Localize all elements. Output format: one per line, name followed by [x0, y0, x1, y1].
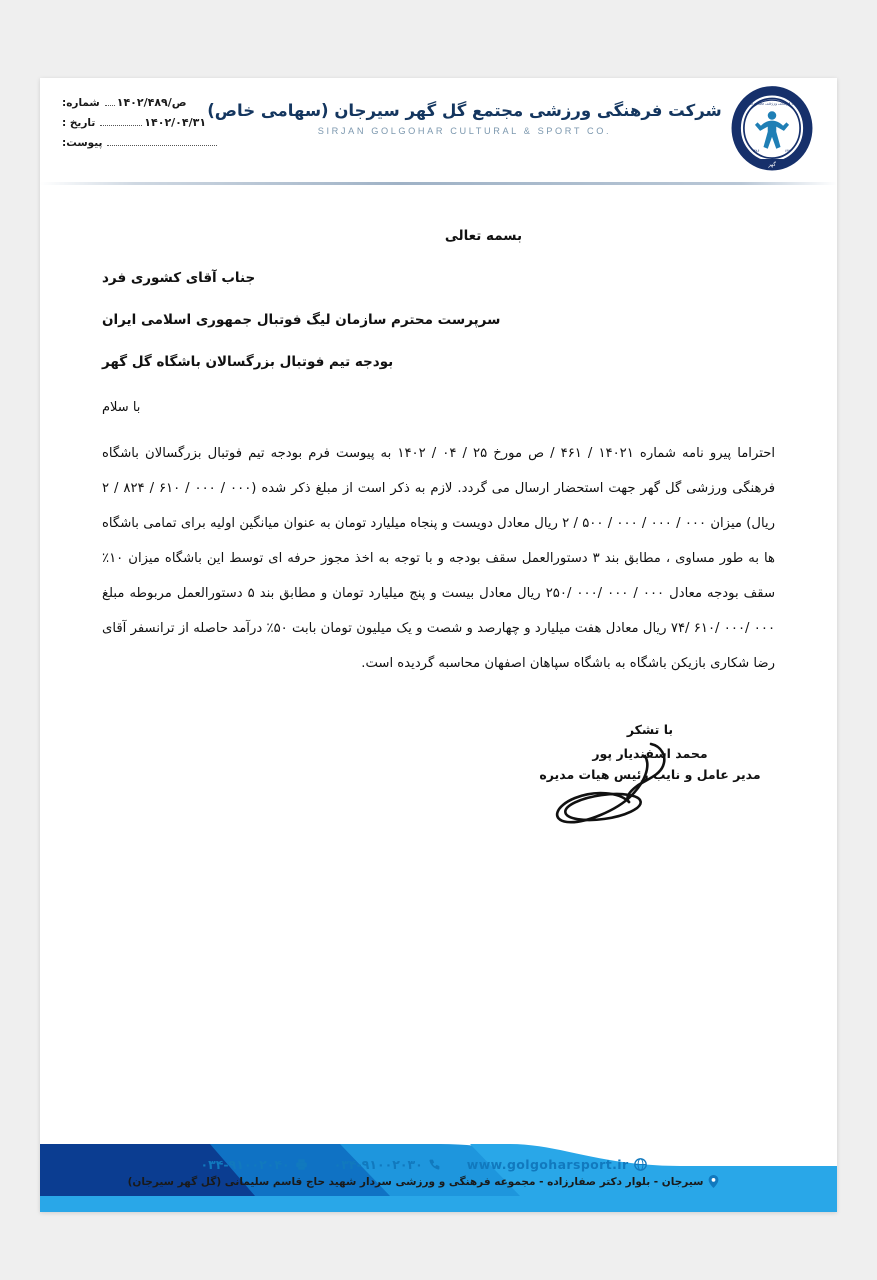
attachment-label: پیوست: [62, 137, 103, 149]
reference-number-label: شماره: [62, 97, 100, 109]
footer-phone-text: ۰۳۴-۹۱۰۰۲۰۳۰ [333, 1157, 423, 1172]
recipient-name: جناب آقای کشوری فرد [102, 270, 256, 286]
signature-block [102, 722, 775, 782]
company-name-en: SIRJAN GOLGOHAR CULTURAL & SPORT CO. [317, 126, 612, 137]
footer-address-row [40, 1175, 807, 1188]
signature-thanks: با تشکر [626, 721, 674, 737]
letter-header [40, 78, 837, 188]
svg-text:شرکت فرهنگی ورزشی مجتمع گل گهر: شرکت فرهنگی ورزشی مجتمع گل گهر [741, 101, 803, 106]
letter-body: احتراما پیرو نامه شماره ۱۴۰۲۱ / ۴۶۱ / ص مورخ ۲۵ / ۰۴ / ۱۴۰۲ به پیوست فرم بودجه تیم فوتبال بزرگسالان باشگاه فرهنگی ورزشی گل گهر جهت استحضار ارسال می گردد. لازم به ذکر است از مبلغ ذکر شده (۰۰۰ / ۰۰۰ / ۶۱۰ / ۸۲۴ / ۲ ریال) میزان ۰۰۰ / ۰۰۰ / ۰۰۰ / ۵۰۰ / ۲ ریال معادل دویست و پنجاه میلیارد تومان به عنوان میانگین اولیه برای تمامی باشگاه ها به طور مساوی ، مطابق بند ۳ دستورالعمل سقف بودجه و با توجه به اخذ مجوز حرفه ای توسط این باشگاه میزان ۱۰٪ سقف بودجه معادل ۰۰۰ / ۰۰۰ /۰۰۰ /۲۵۰ ریال معادل بیست و پنج میلیارد تومان و مطابق بند ۵ دستورالعمل مربوطه مبلغ ۰۰۰ /۰۰۰ /۶۱۰ /۷۴ ریال معادل هفت میلیارد و چهارصد و شصت و یک میلیون تومان بابت ۵۰٪ درآمد حاصله از ترانسفر آقای رضا شکاری بازیکن باشگاه به باشگاه سپاهان اصفهان محاسبه گردیده است. [102, 446, 776, 671]
greeting-text: با سلام [102, 400, 141, 415]
date-label: تاریخ : [62, 117, 96, 129]
letter-subject: بودجه تیم فوتبال بزرگسالان باشگاه گل گهر [102, 354, 394, 370]
letter-footer [40, 1126, 837, 1212]
signatory-name: محمد اسفندیار پور [592, 745, 708, 761]
svg-text:۱۳۸۶: ۱۳۸۶ [752, 149, 760, 154]
header-divider [40, 182, 837, 185]
attachment-dots [107, 136, 217, 146]
svg-text:گهر: گهر [768, 161, 776, 168]
letter-page [40, 78, 837, 1212]
signatory-title: مدیر عامل و نایب رئیس هیات مدیره [539, 766, 761, 782]
date-value: ۱۴۰۲/۰۴/۳۱ [144, 116, 207, 129]
globe-icon [634, 1158, 647, 1171]
attachment-row [62, 136, 232, 149]
footer-address-text: سیرجان - بلوار دکتر صفارزاده - مجموعه فرهنگی و ورزشی سردار شهید حاج قاسم سلیمانی (گل گهر سیرجان) [127, 1175, 704, 1188]
phone-icon [428, 1158, 441, 1171]
basmala-text: بسمه تعالی [444, 228, 523, 244]
footer-fax[interactable] [201, 1157, 308, 1172]
reference-number-value: ۱۴۰۲/۴۸۹/ص [116, 96, 187, 109]
footer-website[interactable] [467, 1157, 647, 1172]
svg-text:۱۳۷۰: ۱۳۷۰ [784, 149, 792, 154]
footer-contact [40, 1157, 837, 1188]
company-letterhead [40, 100, 837, 136]
club-emblem-icon [729, 84, 815, 176]
company-name-fa: شرکت فرهنگی ورزشی مجتمع گل گهر سیرجان (سهامی خاص) [207, 101, 722, 120]
recipient-title: سرپرست محترم سازمان لیگ فوتبال جمهوری اسلامی ایران [102, 312, 501, 328]
letter-content [40, 188, 837, 782]
location-pin-icon [708, 1175, 719, 1188]
fax-icon [295, 1158, 308, 1171]
footer-fax-text: ۰۳۴-۹۱۰۰۲۰۴۰ [200, 1157, 290, 1172]
footer-website-text: www.golgoharsport.ir [466, 1157, 629, 1172]
footer-phone[interactable] [334, 1157, 441, 1172]
